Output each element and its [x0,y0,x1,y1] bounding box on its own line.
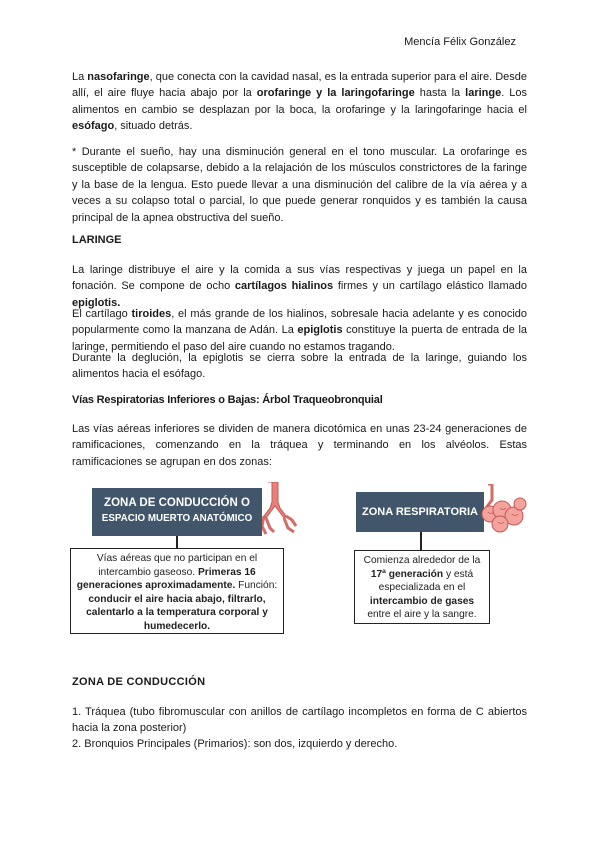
conduction-zone-header [92,488,262,536]
list-item-bronquios: 2. Bronquios Principales (Primarios): son dos, izquierdo y derecho. [72,738,398,750]
heading-vias-inferiores: Vías Respiratorias Inferiores o Bajas: Árbol Traqueobronquial [72,394,383,406]
airway-icon [262,482,308,540]
paragraph-laringe: La laringe distribuye el aire y la comida a sus vías respectivas y juega un papel en la fonación. Se compone de ocho cartílagos hialinos firmes y un cartílago elástico llamado epiglotis. [72,264,527,309]
list-item-traquea: 1. Tráquea (tubo fibromuscular con anillos de cartílago incompletos en forma de C abiertos hacia la zona posterior) [72,706,527,735]
zones-diagram [70,478,530,648]
paragraph-ramificaciones: Las vías aéreas inferiores se dividen de manera dicotómica en unas 23-24 generaciones de ramificaciones, comenzando en la tráquea y terminando en los alvéolos. Estas ramificaciones se agrupan en dos zonas: [72,423,527,468]
dead-space-title: ESPACIO MUERTO ANATÓMICO [101,513,253,524]
heading-laringe: LARINGE [72,234,122,246]
conduction-zone-title: ZONA DE CONDUCCIÓN O [104,497,250,509]
respiratory-zone-header: ZONA RESPIRATORIA [356,492,484,532]
connector-right [420,532,422,550]
paragraph-tiroides: El cartílago tiroides, el más grande de los hialinos, sobresale hacia adelante y es conocido popularmente como la manzana de Adán. La epiglotis constituye la puerta de entrada de la laringe, permitiendo el paso del aire cuando no estamos tragando. [72,308,528,353]
connector-left [176,536,178,548]
conduction-zone-box: Vías aéreas que no participan en el intercambio gaseoso. Primeras 16 generaciones aproximadamente. Función: conducir el aire hacia abajo, filtrarlo, calentarlo a la temperatura corporal y humedecerlo. [70,548,284,634]
paragraph-nasofaringe: La nasofaringe, que conecta con la cavidad nasal, es la entrada superior para el aire. Desde allí, el aire fluye hacia abajo por la orofaringe y la laringofaringe hasta la laringe. Los alimentos en cambio se desplazan por la boca, la orofaringe y la laringofaringe hacia el esófago, situado detrás. [72,71,527,133]
author-name: Mencía Félix González [404,36,516,48]
respiratory-zone-box: Comienza alrededor de la 17ª generación y está especializada en el intercambio de gases entre el aire y la sangre. [354,550,490,624]
paragraph-deglucion: Durante la deglución, la epiglotis se cierra sobre la entrada de la laringe, guiando los alimentos hacia el esófago. [72,352,527,381]
heading-zona-conduccion: ZONA DE CONDUCCIÓN [72,676,206,688]
alveoli-icon [480,484,530,534]
paragraph-sueno: * Durante el sueño, hay una disminución general en el tono muscular. La orofaringe es susceptible de colapsarse, debido a la relajación de los músculos constrictores de la faringe y la base de la lengua. Esto puede llevar a una disminución del calibre de la vía aérea y a veces a su colapso total o parcial, lo que puede generar ronquidos y es también la causa principal de la apnea obstructiva del sueño. [72,146,527,224]
